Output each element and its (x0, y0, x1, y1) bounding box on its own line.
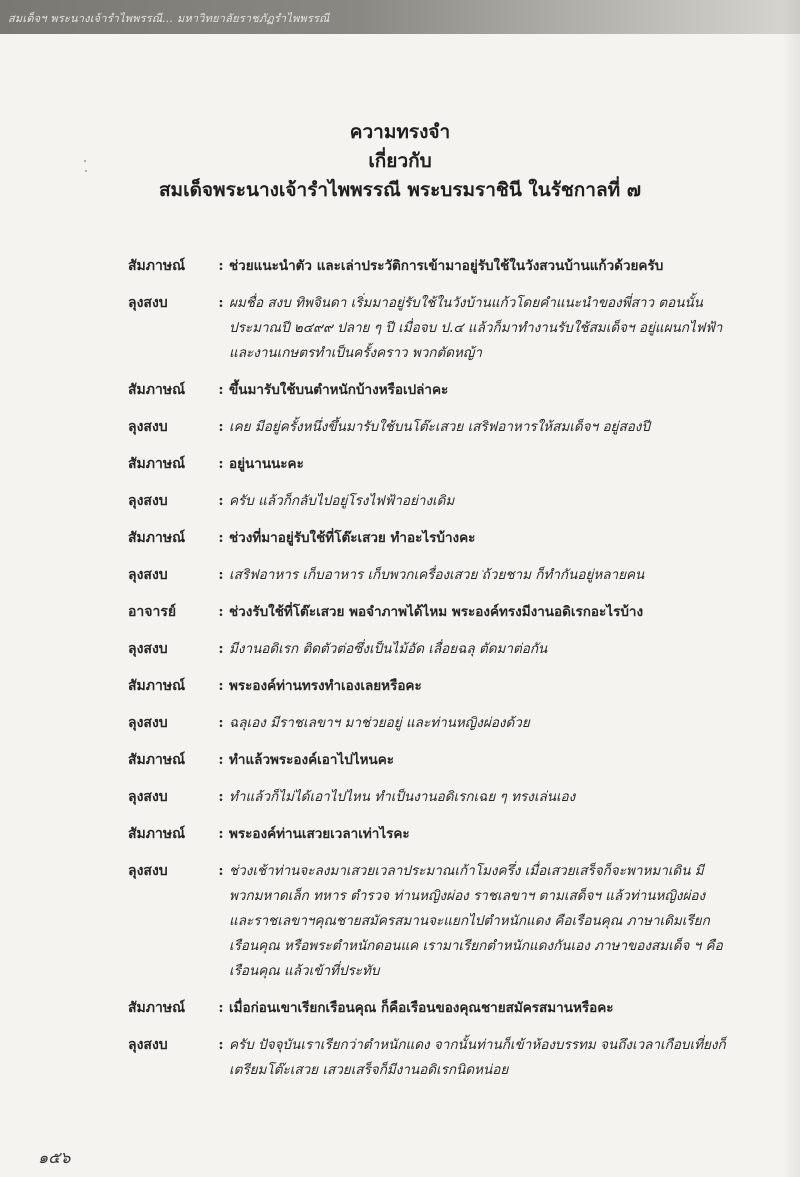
question-text: ช่วยแนะนำตัว และเล่าประวัติการเข้ามาอยู่รับใช้ในวังสวนบ้านแก้วด้วยครับ (229, 258, 664, 274)
transcript-entry (128, 415, 728, 440)
title-line-1: ความทรงจำ (349, 121, 451, 143)
transcript-entry (128, 748, 728, 773)
speaker-colon: : (218, 1000, 224, 1016)
transcript-entry (128, 254, 728, 279)
speaker-label: ลุงสงบ (128, 863, 168, 879)
transcript-entry (128, 996, 728, 1021)
running-header-title: สมเด็จฯ พระนางเจ้ารำไพพรรณี... มหาวิทยาลัยราชภัฏรำไพพรรณี (8, 12, 330, 25)
interview-transcript (128, 254, 728, 1095)
speaker-label: สัมภาษณ์ (128, 1000, 186, 1016)
transcript-entry (128, 785, 728, 810)
document-title (150, 118, 650, 205)
speaker-label: สัมภาษณ์ (128, 530, 186, 546)
transcript-entry (128, 600, 728, 625)
speaker-label: สัมภาษณ์ (128, 456, 186, 472)
answer-text: ทำแล้วก็ไม่ได้เอาไปไหน ทำเป็นงานอดิเรกเฉย ๆ ทรงเล่นเอง (229, 789, 576, 805)
transcript-entry (128, 674, 728, 699)
question-text: ขึ้นมารับใช้บนตำหนักบ้างหรือเปล่าคะ (229, 382, 449, 398)
transcript-entry (128, 378, 728, 403)
transcript-entry (128, 489, 728, 514)
speaker-label: สัมภาษณ์ (128, 752, 186, 768)
speaker-label: อาจารย์ (128, 604, 177, 620)
answer-text: เสริฟอาหาร เก็บอาหาร เก็บพวกเครื่องเสวย ถ้วยชาม ก็ทำกันอยู่หลายคน (229, 567, 645, 583)
answer-text: ฉลุเอง มีราชเลขาฯ มาช่วยอยู่ และท่านหญิงผ่องด้วย (229, 715, 530, 731)
speaker-label: สัมภาษณ์ (128, 678, 186, 694)
speaker-colon: : (218, 567, 224, 583)
speaker-colon: : (218, 604, 224, 620)
speaker-colon: : (218, 258, 224, 274)
speaker-colon: : (218, 456, 224, 472)
speaker-colon: : (218, 419, 224, 435)
answer-text: ช่วงเช้าท่านจะลงมาเสวยเวลาประมาณเก้าโมงครึ่ง เมื่อเสวยเสร็จก็จะพาหมาเดิน มีพวกมหาดเล็ก ทหาร ตำรวจ ท่านหญิงผ่อง ราชเลขาฯ ตามเสด็จฯ แล้วท่านหญิงผ่อง และราชเลขาฯคุณชายสมัครสมานจะแยกไปตำหนักแดง คือเรือนคุณ ภาษาเดิมเรียกเรือนคุณ หรือพระตำหนักดอนแค เรามาเรียกตำหนักแดงกันเอง ภาษาของสมเด็จ ฯ คือเรือนคุณ แล้วเข้าที่ประทับ (229, 863, 723, 979)
transcript-entry (128, 859, 728, 984)
speaker-colon: : (218, 752, 224, 768)
transcript-entry (128, 291, 728, 366)
speaker-label: ลุงสงบ (128, 295, 168, 311)
transcript-entry (128, 637, 728, 662)
question-text: พระองค์ท่านทรงทำเองเลยหรือคะ (229, 678, 422, 694)
scan-speck (84, 160, 86, 162)
speaker-label: สัมภาษณ์ (128, 382, 186, 398)
speaker-label: สัมภาษณ์ (128, 258, 186, 274)
title-line-3: สมเด็จพระนางเจ้ารำไพพรรณี พระบรมราชินี ในรัชกาลที่ ๗ (158, 179, 642, 201)
speaker-label: ลุงสงบ (128, 641, 168, 657)
speaker-label: ลุงสงบ (128, 567, 168, 583)
question-text: ช่วงรับใช้ที่โต๊ะเสวย พอจำภาพได้ไหม พระองค์ทรงมีงานอดิเรกอะไรบ้าง (229, 604, 644, 620)
transcript-entry (128, 452, 728, 477)
transcript-entry (128, 822, 728, 847)
answer-text: ครับ แล้วก็กลับไปอยู่โรงไฟฟ้าอย่างเดิม (229, 493, 455, 509)
speaker-label: ลุงสงบ (128, 1037, 168, 1053)
speaker-label: ลุงสงบ (128, 493, 168, 509)
running-header-band (0, 0, 800, 34)
question-text: ทำแล้วพระองค์เอาไปไหนคะ (229, 752, 395, 768)
question-text: พระองค์ท่านเสวยเวลาเท่าไรคะ (229, 826, 410, 842)
scan-speck (85, 170, 87, 172)
answer-text: เคย มีอยู่ครั้งหนึ่งขึ้นมารับใช้บนโต๊ะเสวย เสริฟอาหารให้สมเด็จฯ อยู่สองปี (229, 419, 650, 435)
answer-text: มีงานอดิเรก ติดตัวต่อซึ่งเป็นไม้อัด เลื่อยฉลุ ตัดมาต่อกัน (229, 641, 548, 657)
page-number: ๑๕๖ (38, 1148, 71, 1167)
title-line-2: เกี่ยวกับ (368, 150, 432, 172)
answer-text: ครับ ปัจจุบันเราเรียกว่าตำหนักแดง จากนั้นท่านก็เข้าห้องบรรทม จนถึงเวลาเกือบเที่ยงก็เตรียมโต๊ะเสวย เสวยเสร็จก็มีงานอดิเรกนิดหน่อย (229, 1037, 726, 1078)
speaker-colon: : (218, 863, 224, 879)
speaker-colon: : (218, 789, 224, 805)
page-gutter-shadow (782, 0, 800, 1177)
speaker-label: ลุงสงบ (128, 715, 168, 731)
speaker-colon: : (218, 530, 224, 546)
speaker-colon: : (218, 295, 224, 311)
speaker-colon: : (218, 826, 224, 842)
question-text: ช่วงที่มาอยู่รับใช้ที่โต๊ะเสวย ทำอะไรบ้างคะ (229, 530, 476, 546)
transcript-entry (128, 1033, 728, 1083)
speaker-colon: : (218, 382, 224, 398)
speaker-label: สัมภาษณ์ (128, 826, 186, 842)
speaker-colon: : (218, 493, 224, 509)
speaker-colon: : (218, 678, 224, 694)
speaker-colon: : (218, 1037, 224, 1053)
transcript-entry (128, 711, 728, 736)
answer-text: ผมชื่อ สงบ ทิพจินดา เริ่มมาอยู่รับใช้ในวังบ้านแก้วโดยคำแนะนำของพี่สาว ตอนนั้นประมาณปี ๒๔๙๙ ปลาย ๆ ปี เมื่อจบ ป.๔ แล้วก็มาทำงานรับใช้สมเด็จฯ อยู่แผนกไฟฟ้า และงานเกษตรทำเป็นครั้งคราว พวกตัดหญ้า (229, 295, 723, 361)
question-text: อยู่นานนะคะ (229, 456, 304, 472)
transcript-entry (128, 526, 728, 551)
speaker-label: ลุงสงบ (128, 419, 168, 435)
speaker-label: ลุงสงบ (128, 789, 168, 805)
speaker-colon: : (218, 715, 224, 731)
transcript-entry (128, 563, 728, 588)
question-text: เมื่อก่อนเขาเรียกเรือนคุณ ก็คือเรือนของคุณชายสมัครสมานหรือคะ (229, 1000, 614, 1016)
speaker-colon: : (218, 641, 224, 657)
